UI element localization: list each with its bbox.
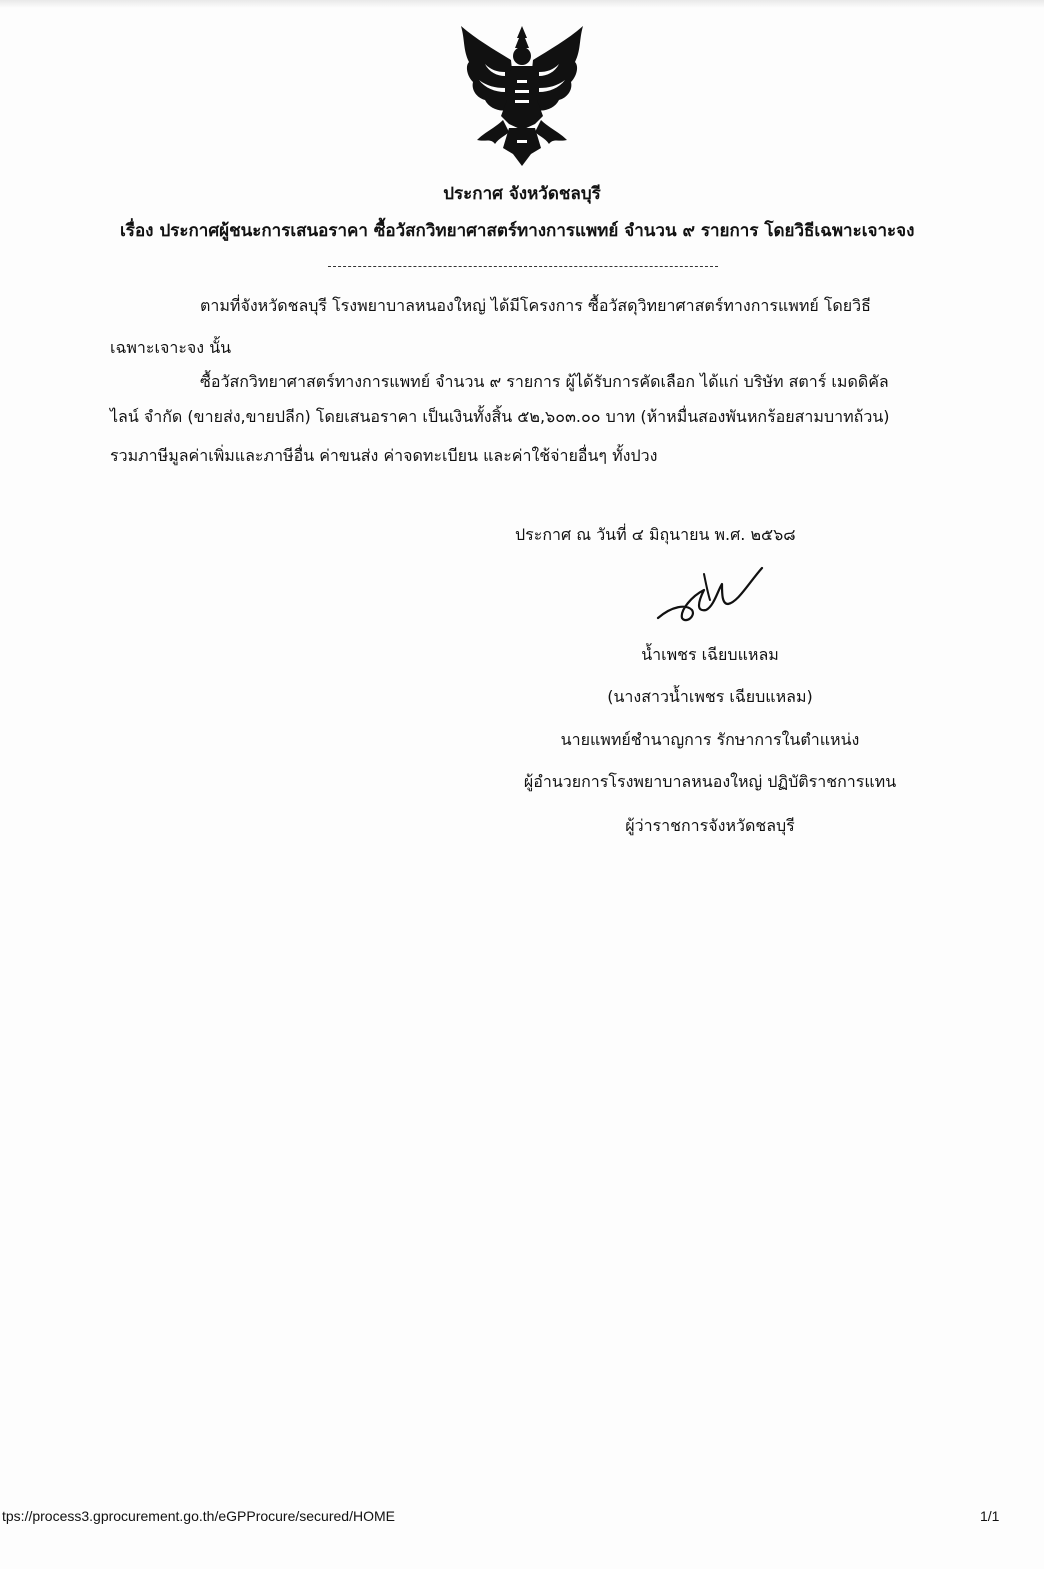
subject-label: เรื่อง bbox=[120, 221, 154, 241]
signed-name: น้ำเพชร เฉียบแหลม bbox=[641, 645, 779, 664]
scan-edge-shade bbox=[0, 0, 1044, 8]
garuda-emblem-icon bbox=[455, 20, 589, 170]
announcement-title: ประกาศ จังหวัดชลบุรี bbox=[443, 184, 601, 204]
signatory-position-3: ผู้ว่าราชการจังหวัดชลบุรี bbox=[625, 816, 795, 835]
footer-url: tps://process3.gprocurement.go.th/eGPProcure/secured/HOME bbox=[2, 1508, 395, 1524]
signatory-full-name: (นางสาวน้ำเพชร เฉียบแหลม) bbox=[607, 687, 813, 706]
handwritten-signature-icon bbox=[652, 560, 772, 630]
body-line-4: ไลน์ จำกัด (ขายส่ง,ขายปลีก) โดยเสนอราคา เป็นเงินทั้งสิ้น ๕๒,๖๐๓.๐๐ บาท (ห้าหมื่นสองพันหกร้อยสามบาทถ้วน) bbox=[110, 407, 890, 426]
signatory-position-1: นายแพทย์ชำนาญการ รักษาการในตำแหน่ง bbox=[560, 730, 860, 749]
subject-text: ประกาศผู้ชนะการเสนอราคา ซื้อวัสกวิทยาศาสตร์ทางการแพทย์ จำนวน ๙ รายการ โดยวิธีเฉพาะเจาะจง bbox=[159, 221, 915, 241]
title-divider bbox=[328, 266, 718, 267]
announcement-date: ประกาศ ณ วันที่ ๔ มิถุนายน พ.ศ. ๒๕๖๘ bbox=[515, 525, 796, 544]
footer-page-number: 1/1 bbox=[980, 1508, 1000, 1524]
body-line-2: เฉพาะเจาะจง นั้น bbox=[110, 338, 232, 357]
signatory-position-2: ผู้อำนวยการโรงพยาบาลหนองใหญ่ ปฏิบัติราชการแทน bbox=[523, 772, 897, 791]
subject-line bbox=[120, 217, 914, 244]
body-line-5: รวมภาษีมูลค่าเพิ่มและภาษีอื่น ค่าขนส่ง ค่าจดทะเบียน และค่าใช้จ่ายอื่นๆ ทั้งปวง bbox=[110, 446, 658, 465]
body-line-3: ซื้อวัสกวิทยาศาสตร์ทางการแพทย์ จำนวน ๙ รายการ ผู้ได้รับการคัดเลือก ได้แก่ บริษัท สตาร์ เมดดิคัล bbox=[200, 372, 889, 391]
body-line-1: ตามที่จังหวัดชลบุรี โรงพยาบาลหนองใหญ่ ได้มีโครงการ ซื้อวัสดุวิทยาศาสตร์ทางการแพทย์ โดยวิธี bbox=[200, 296, 871, 315]
